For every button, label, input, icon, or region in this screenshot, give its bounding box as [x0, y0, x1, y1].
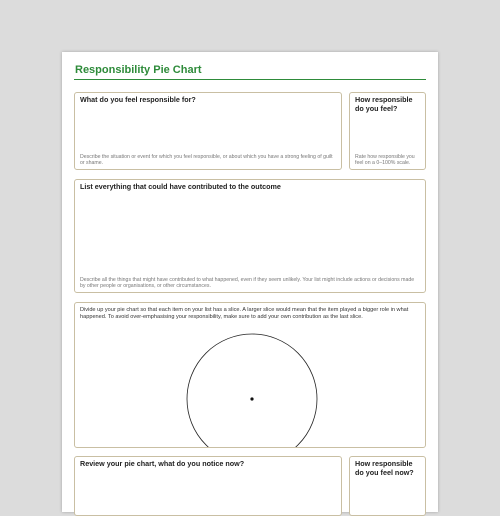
how-responsible-now-box[interactable] — [349, 456, 426, 516]
feel-responsible-heading: What do you feel responsible for? — [80, 95, 196, 104]
how-responsible-box[interactable] — [349, 92, 426, 170]
page-title: Responsibility Pie Chart — [75, 64, 202, 76]
review-heading: Review your pie chart, what do you notice now? — [80, 459, 245, 468]
pie-circle — [187, 334, 317, 447]
feel-responsible-box[interactable] — [74, 92, 342, 170]
title-divider — [74, 79, 426, 80]
pie-chart-box[interactable] — [74, 302, 426, 448]
review-box[interactable] — [74, 456, 342, 516]
how-responsible-hint: Rate how responsible you feel on a 0–100% scale. — [355, 153, 415, 166]
feel-responsible-hint: Describe the situation or event for which you feel responsible, or about which you have a strong feeling of guilt or shame. — [80, 153, 333, 166]
pie-instructions: Divide up your pie chart so that each item on your list has a slice. A larger slice would mean that the item played a bigger role in what happened. To avoid over-emphasising your responsibility, make sure to add your own contribution as the last slice. — [80, 307, 409, 320]
contributors-heading: List everything that could have contributed to the outcome — [80, 182, 281, 191]
how-responsible-now-heading: How responsible do you feel now? — [355, 459, 414, 477]
contributors-hint: Describe all the things that might have contributed to what happened, even if they seem unlikely. Your list might include actions or decisions made by other people or organisations, or other circumstances. — [80, 276, 415, 289]
contributors-box[interactable] — [74, 179, 426, 293]
worksheet-page — [62, 52, 438, 512]
how-responsible-heading: How responsible do you feel? — [355, 95, 413, 113]
pie-center-dot — [250, 397, 253, 400]
pie-chart-drawing — [75, 303, 425, 447]
